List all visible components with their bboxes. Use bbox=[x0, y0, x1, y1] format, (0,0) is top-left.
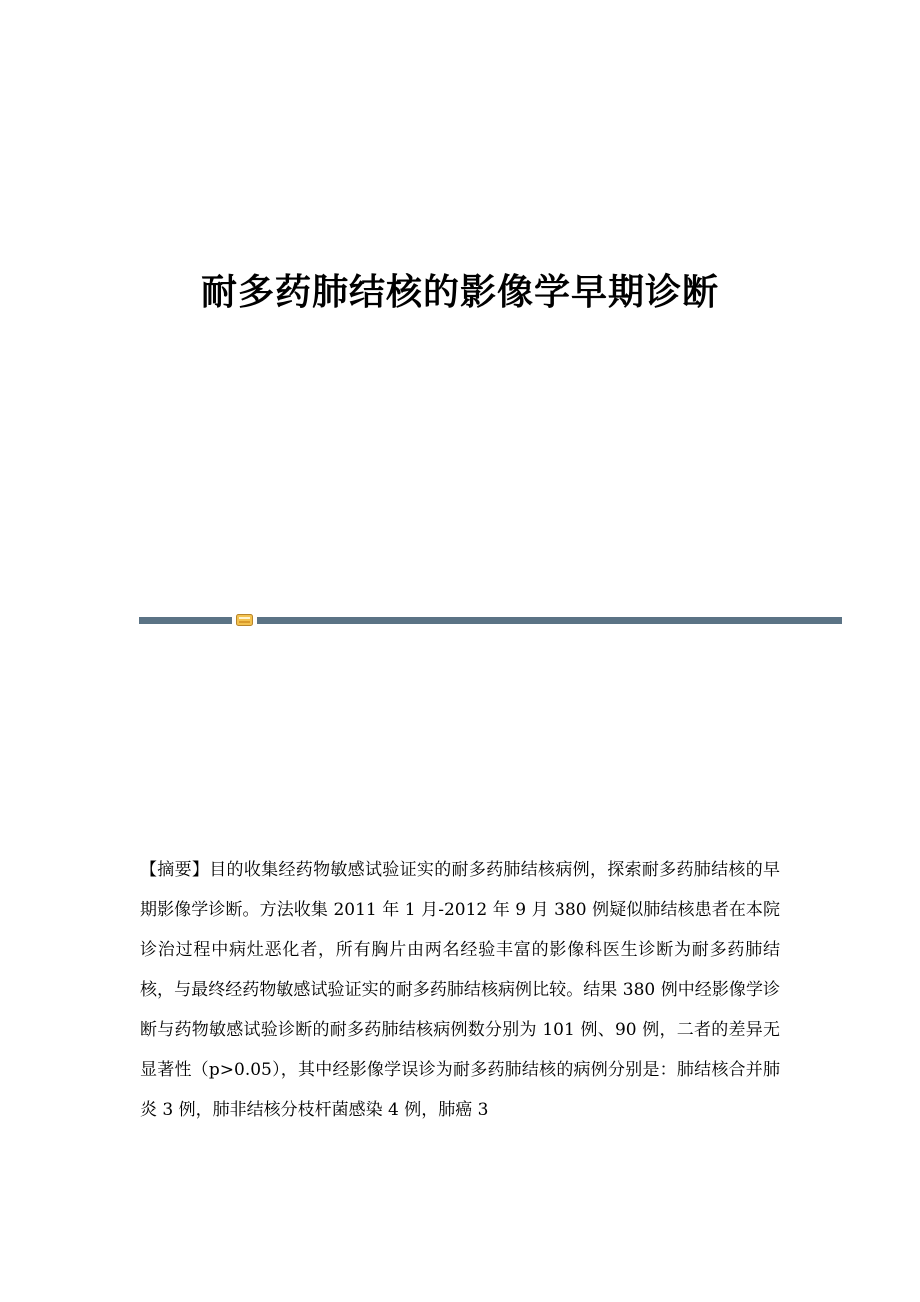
abstract-text: 目的收集经药物敏感试验证实的耐多药肺结核病例，探索耐多药肺结核的早期影像学诊断。方法收集 2011 年 1 月-2012 年 9 月 380 例疑似肺结核患者在本院诊治过程中病灶恶化者，所有胸片由两名经验丰富的影像科医生诊断为耐多药肺结核，与最终经药物敏感试验证实的耐多药肺结核病例比较。结果 380 例中经影像学诊断与药物敏感试验诊断的耐多药肺结核病例数分别为 101 例、90 例，二者的差异无显著性（p>0.05），其中经影像学误诊为耐多药肺结核的病例分别是：肺结核合并肺炎 3 例，肺非结核分枝杆菌感染 4 例，肺癌 3 bbox=[140, 860, 781, 1120]
document-title: 耐多药肺结核的影像学早期诊断 bbox=[200, 272, 719, 313]
divider-bar-left bbox=[139, 617, 232, 624]
gold-ornament-icon bbox=[236, 614, 253, 626]
section-divider bbox=[139, 614, 842, 626]
divider-bar-right bbox=[257, 617, 842, 624]
abstract-label: 【摘要】 bbox=[140, 860, 210, 880]
abstract-paragraph bbox=[140, 850, 780, 1130]
